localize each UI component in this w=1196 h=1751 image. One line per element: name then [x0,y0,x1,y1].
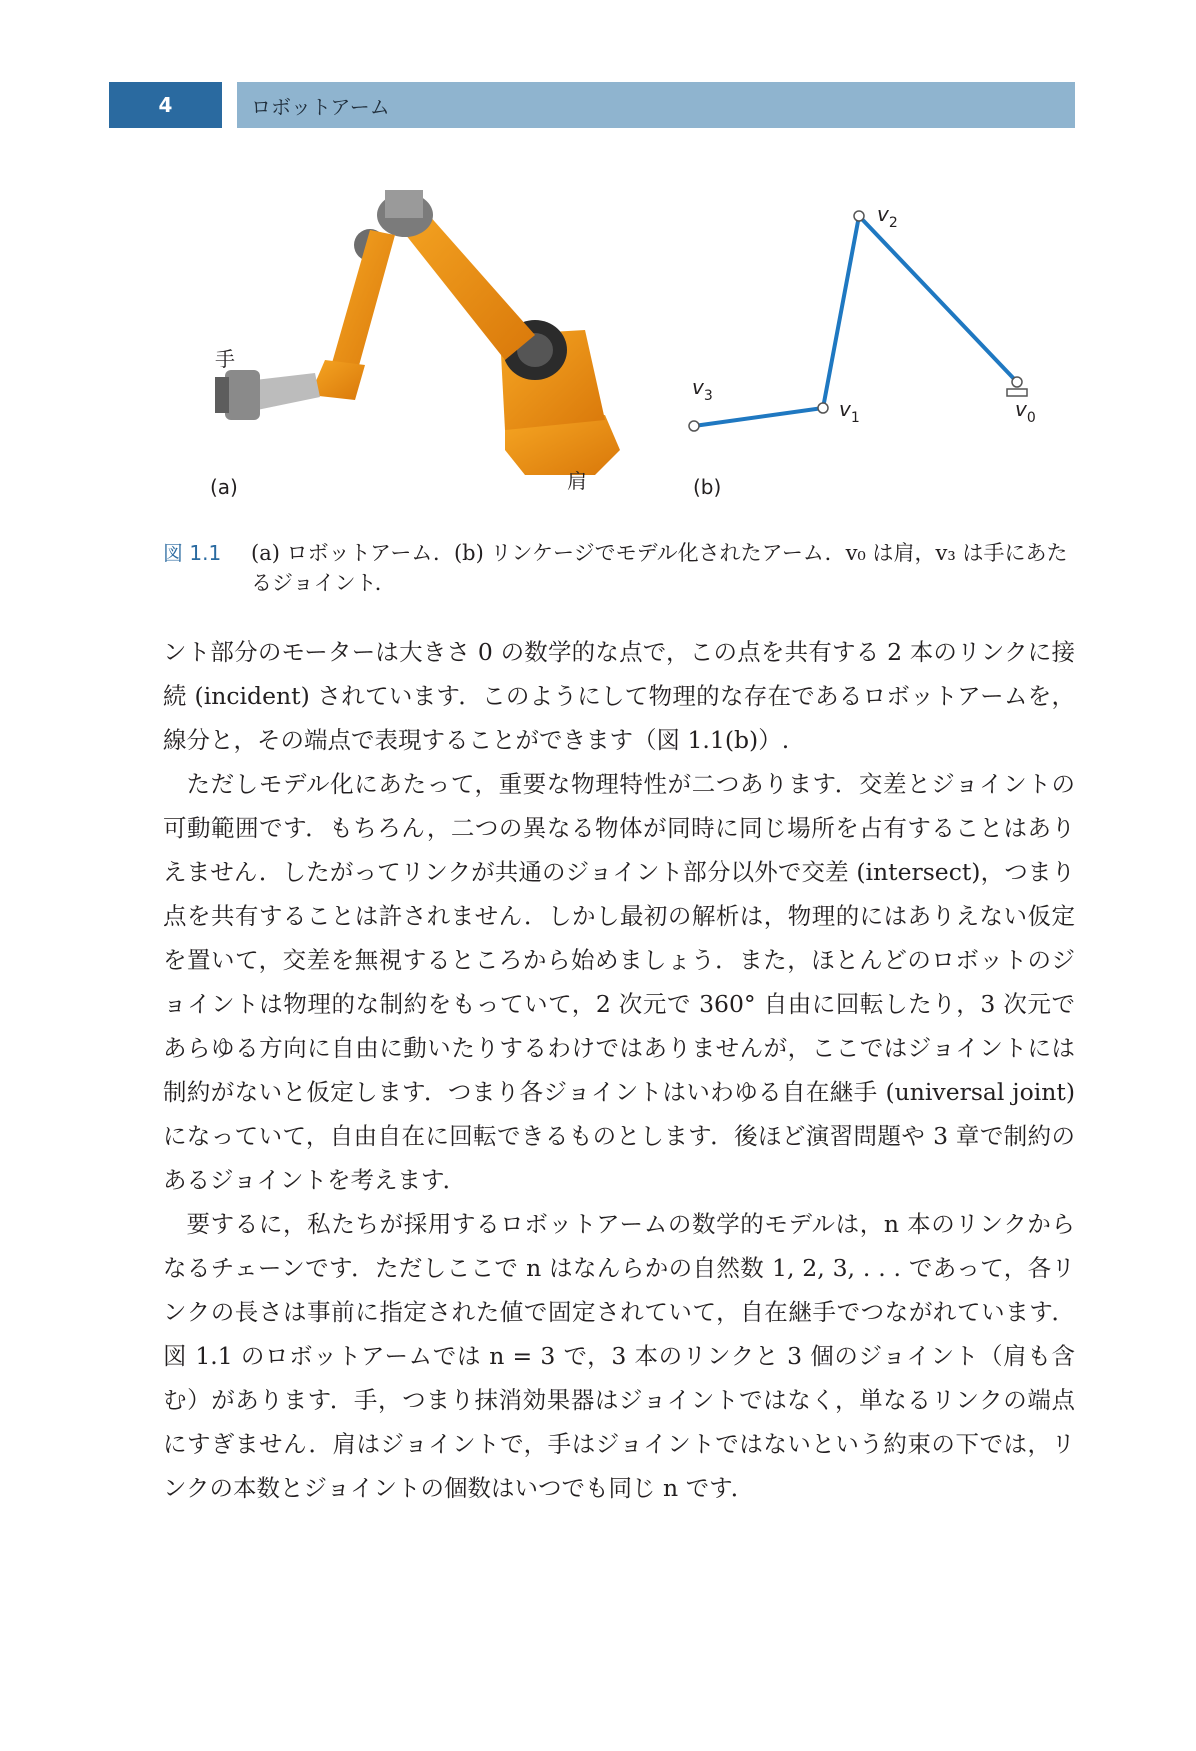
caption-text: (a) ロボットアーム．(b) リンケージでモデル化されたアーム．v₀ は肩，v₃ は手にあたるジョイント． [251,541,1068,595]
robot-arm-illustration [205,185,635,505]
keyword-incident: 接続 [163,638,1075,710]
label-shoulder: 肩 [567,469,587,493]
keyword-intersect: 交差 [801,858,849,886]
caption-number: 図 1.1 [163,541,222,565]
label-v0: $v_0$ [1015,397,1036,426]
vertex-v0 [1012,377,1022,387]
label-v3: $v_3$ [692,375,713,404]
panel-label-a: (a) [210,475,238,499]
paragraph-3: 要するに，私たちが採用するロボットアームの数学的モデルは，n 本のリンクからなるチェーンです．ただしここで n はなんらかの自然数 1, 2, 3, . . . であって，各リンクの長さは事前に指定された値で固定されていて，自在継手でつながれています．図 1.1 のロボットアームでは n = 3 で，3 本のリンクと 3 個のジョイント（肩も含む）があります．手，つまり抹消効果器はジョイントではなく，単なるリンクの端点にすぎません．肩はジョイントで，手はジョイントではないという約束の下では，リンクの本数とジョイントの個数はいつでも同じ n です． [163,1210,1075,1502]
linkage-links [694,216,1017,426]
label-v2: $v_2$ [877,202,898,231]
linkage-svg [675,185,1075,505]
label-hand: 手 [215,347,235,371]
chapter-title: ロボットアーム [237,82,1075,128]
label-v1: $v_1$ [839,397,860,426]
vertex-v1 [818,403,828,413]
page-number: 4 [109,82,222,128]
vertex-v2 [854,211,864,221]
keyword-universal-joint: 自在継手 [782,1078,878,1106]
base-mount-icon [1007,389,1027,396]
panel-label-b: (b) [693,475,722,499]
paragraph-2: ただしモデル化にあたって，重要な物理特性が二つあります．交差とジョイントの可動範囲です．もちろん，二つの異なる物体が同時に同じ場所を占有することはありえません．したがってリンクが共通のジョイント部分以外で交差 (intersect)，つまり点を共有することは許されません．しかし最初の解析は，物理的にはありえない仮定を置いて，交差を無視するところから始めましょう．また，ほとんどのロボットのジョイントは物理的な制約をもっていて，2 次元で 360° 自由に回転したり，3 次元であらゆる方向に自由に動いたりするわけではありませんが，ここではジョイントには制約がないと仮定します．つまり各ジョイントはいわゆる自在継手 (universal joint) になっていて，自由自在に回転できるものとします．後ほど演習問題や 3 章で制約のあるジョイントを考えます． [163,770,1075,1194]
figure-robot-photo [205,185,635,505]
vertex-v3 [689,421,699,431]
paragraph-1: ント部分のモーターは大きさ 0 の数学的な点で，この点を共有する 2 本のリンクに接続 (incident) されています．このようにして物理的な存在であるロボットアームを，線分と，その端点で表現することができます（図 1.1(b)）. [163,638,1076,754]
body-text [163,630,1075,1510]
figure-caption [163,538,1075,598]
figure-linkage-diagram [675,185,1075,505]
